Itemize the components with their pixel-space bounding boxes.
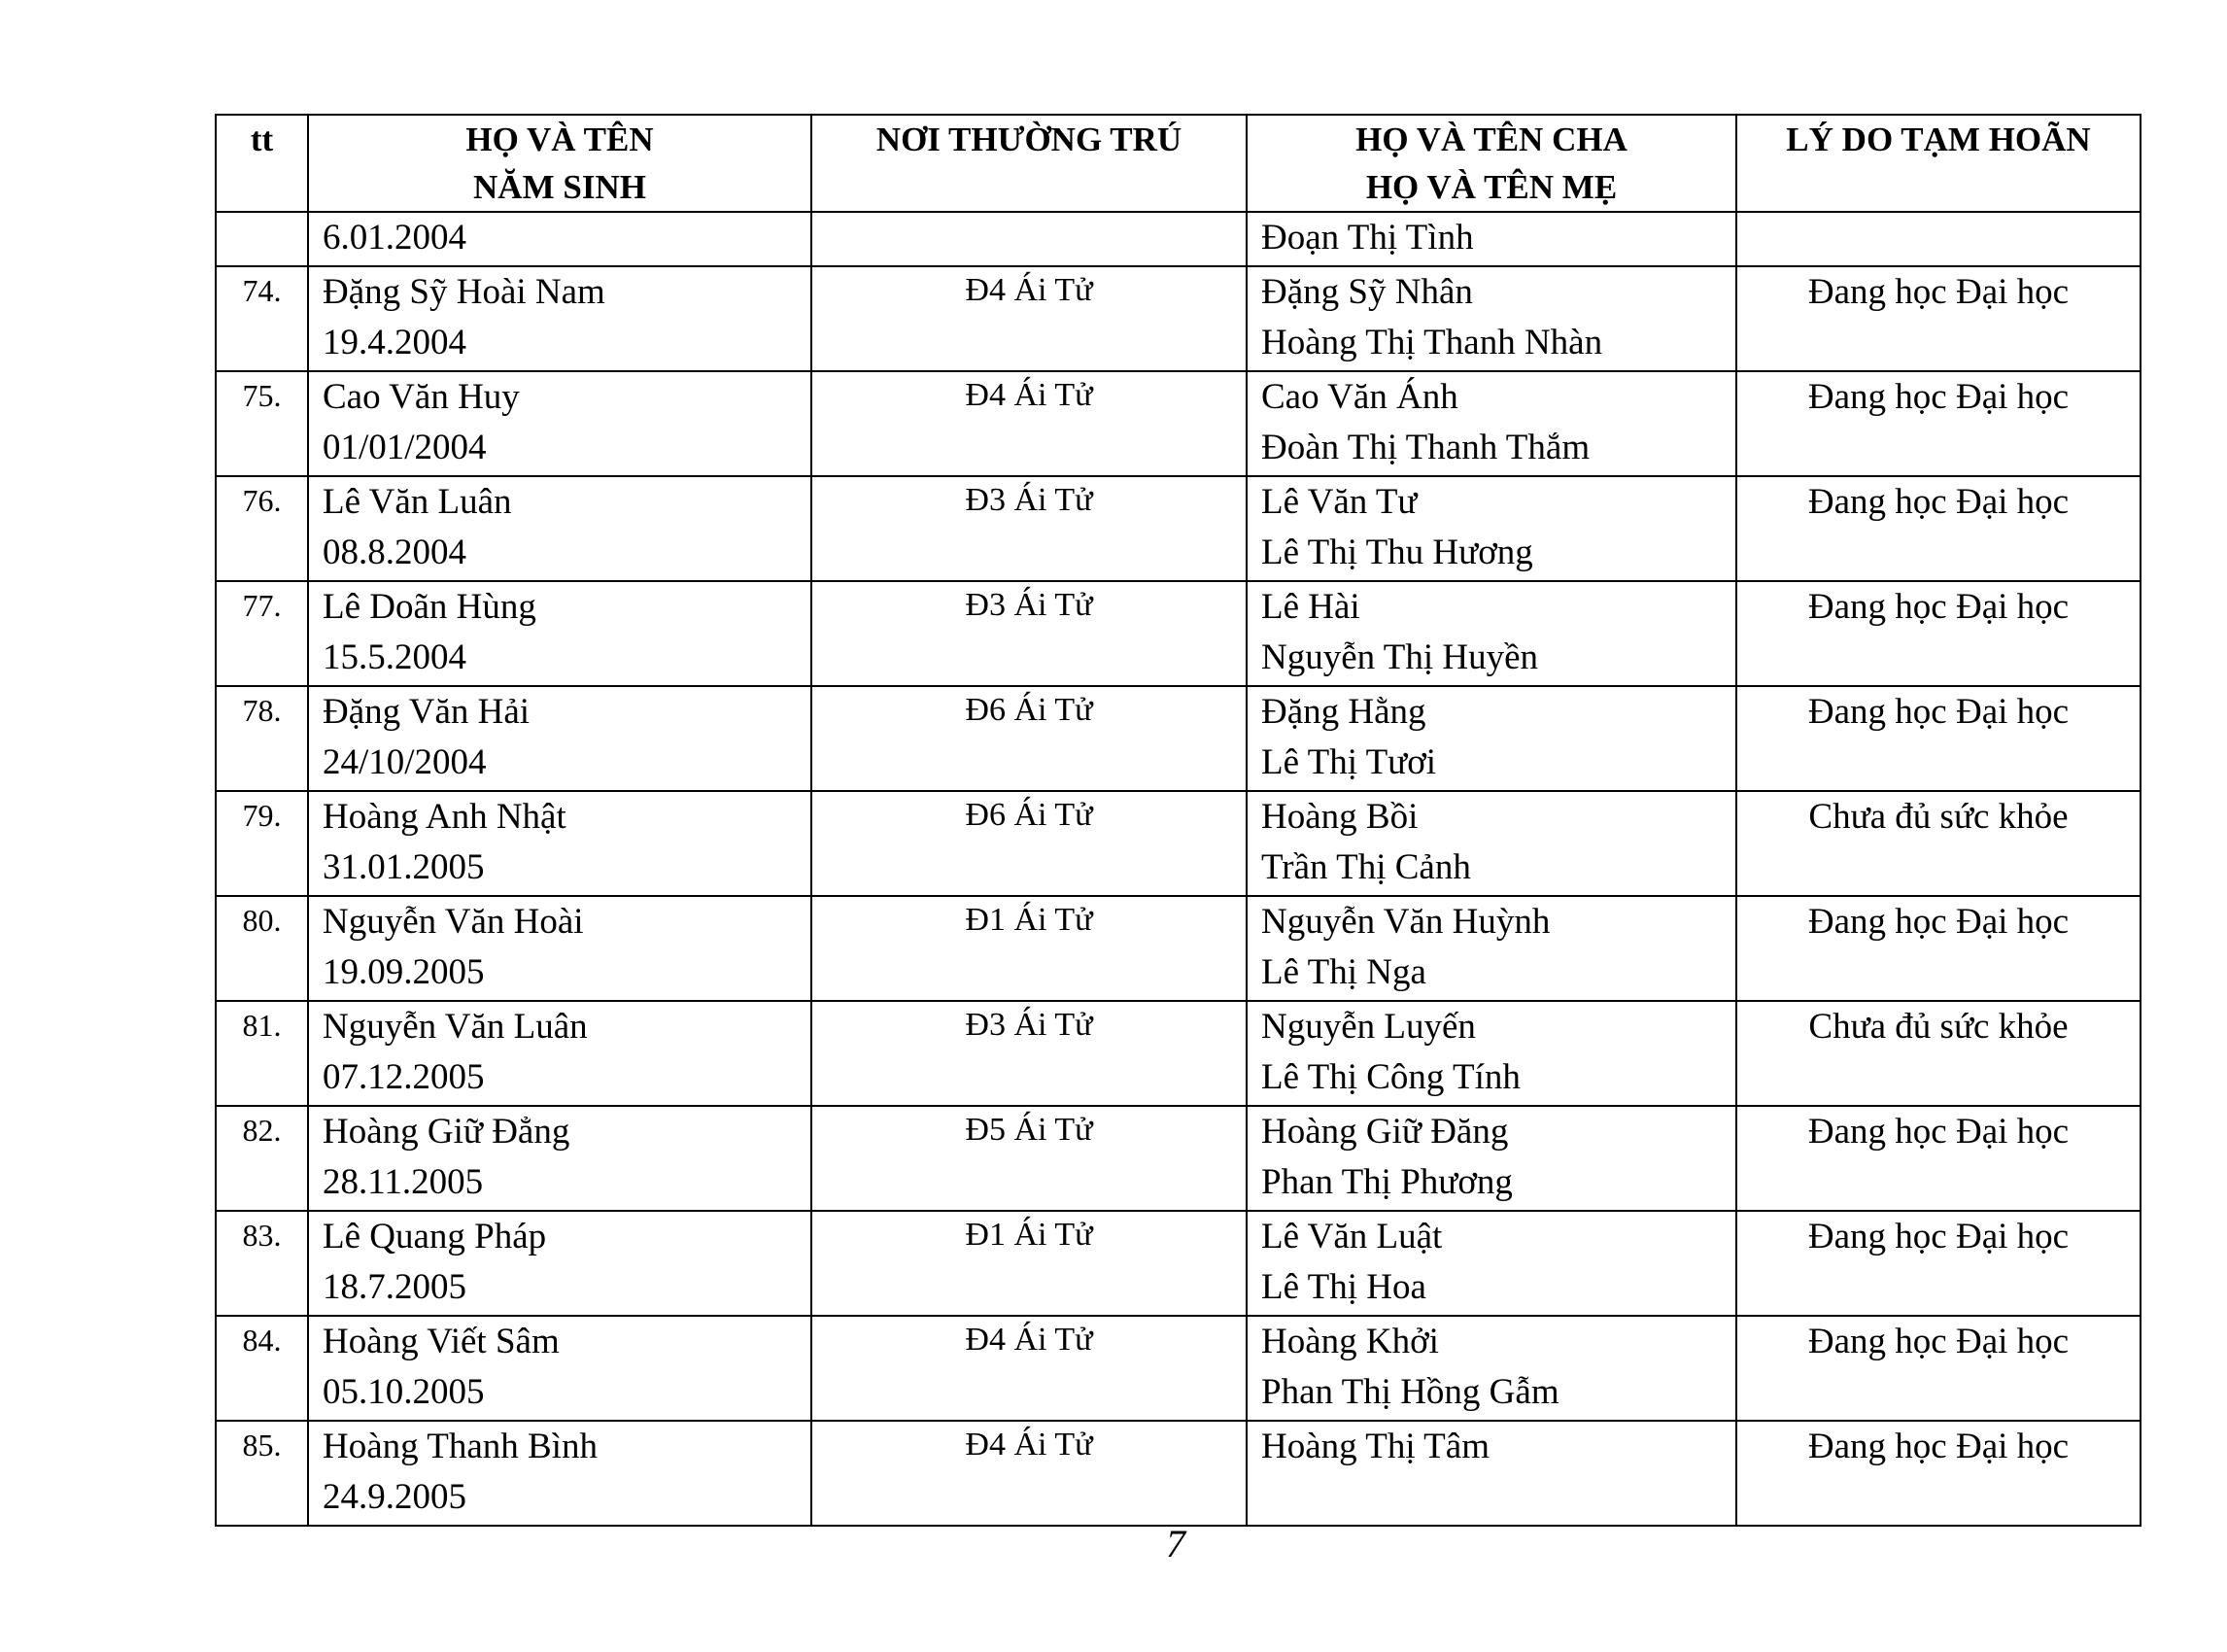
cell-parents <box>1247 371 1736 476</box>
father-name: Cao Văn Ánh <box>1261 377 1458 417</box>
birth-date: 07.12.2005 <box>323 1057 485 1097</box>
person-name: Hoàng Giữ Đẳng <box>323 1112 570 1152</box>
cell-tt: 82. <box>216 1106 308 1211</box>
father-name: Đặng Sỹ Nhân <box>1261 272 1473 312</box>
cell-reason: Chưa đủ sức khỏe <box>1736 791 2141 896</box>
cell-reason: Đang học Đại học <box>1736 1316 2141 1421</box>
cell-name-birth <box>308 1421 811 1526</box>
header-tt: tt <box>216 115 308 212</box>
cell-tt: 74. <box>216 266 308 371</box>
cell-residence: Đ6 Ái Tử <box>811 686 1247 791</box>
cell-reason: Đang học Đại học <box>1736 371 2141 476</box>
cell-parents <box>1247 581 1736 686</box>
father-name: Hoàng Khởi <box>1261 1322 1439 1361</box>
cell-reason: Đang học Đại học <box>1736 581 2141 686</box>
father-name: Đặng Hằng <box>1261 692 1426 732</box>
mother-name: Lê Thị Nga <box>1261 952 1426 992</box>
cell-tt <box>216 212 308 266</box>
table-row <box>216 686 2141 791</box>
person-name: Hoàng Anh Nhật <box>323 797 566 837</box>
cell-reason: Đang học Đại học <box>1736 1421 2141 1526</box>
cell-name-birth <box>308 476 811 581</box>
cell-name-birth <box>308 1211 811 1316</box>
continuation-row <box>216 212 2141 266</box>
cell-name-birth <box>308 896 811 1001</box>
header-name-line2: NĂM SINH <box>473 168 646 206</box>
cell-residence: Đ3 Ái Tử <box>811 1001 1247 1106</box>
father-name: Nguyễn Văn Huỳnh <box>1261 902 1551 942</box>
father-name: Nguyễn Luyến <box>1261 1007 1476 1047</box>
header-name <box>308 115 811 212</box>
cell-reason: Đang học Đại học <box>1736 1106 2141 1211</box>
person-name: Cao Văn Huy <box>323 377 520 417</box>
birth-date: 19.09.2005 <box>323 952 485 992</box>
table-row <box>216 581 2141 686</box>
person-name: Lê Quang Pháp <box>323 1217 547 1256</box>
table-row <box>216 266 2141 371</box>
cell-name-birth <box>308 1316 811 1421</box>
mother-name: Đoàn Thị Thanh Thắm <box>1261 428 1591 467</box>
table-row <box>216 896 2141 1001</box>
cell-residence: Đ4 Ái Tử <box>811 371 1247 476</box>
cell-name-birth <box>308 1001 811 1106</box>
table-row <box>216 371 2141 476</box>
person-name: Nguyễn Văn Hoài <box>323 902 584 942</box>
birth-date: 18.7.2005 <box>323 1267 466 1307</box>
cell-tt: 77. <box>216 581 308 686</box>
cell-tt: 85. <box>216 1421 308 1526</box>
table-row <box>216 1421 2141 1526</box>
cell-tt: 84. <box>216 1316 308 1421</box>
cell-residence: Đ3 Ái Tử <box>811 476 1247 581</box>
father-name: Hoàng Bồi <box>1261 797 1419 837</box>
mother-name: Lê Thị Tươi <box>1261 742 1437 782</box>
cell-parents <box>1247 686 1736 791</box>
birth-date: 31.01.2005 <box>323 847 485 887</box>
cell-residence: Đ5 Ái Tử <box>811 1106 1247 1211</box>
person-name: Đặng Sỹ Hoài Nam <box>323 272 605 312</box>
father-name: Hoàng Thị Tâm <box>1261 1427 1490 1466</box>
birth-date: 24.9.2005 <box>323 1477 466 1517</box>
cell-reason: Đang học Đại học <box>1736 1211 2141 1316</box>
cell-residence: Đ1 Ái Tử <box>811 896 1247 1001</box>
father-name: Lê Văn Tư <box>1261 482 1418 522</box>
cell-name-birth <box>308 791 811 896</box>
cell-residence: Đ6 Ái Tử <box>811 791 1247 896</box>
cell-mother: Đoạn Thị Tình <box>1247 212 1736 266</box>
cell-tt: 78. <box>216 686 308 791</box>
cell-residence: Đ1 Ái Tử <box>811 1211 1247 1316</box>
cell-name-birth <box>308 686 811 791</box>
cell-parents <box>1247 1421 1736 1526</box>
cell-tt: 80. <box>216 896 308 1001</box>
birth-date: 15.5.2004 <box>323 637 466 677</box>
header-residence: NƠI THƯỜNG TRÚ <box>811 115 1247 212</box>
cell-reason: Đang học Đại học <box>1736 476 2141 581</box>
cell-tt: 76. <box>216 476 308 581</box>
cell-tt: 79. <box>216 791 308 896</box>
person-name: Lê Doãn Hùng <box>323 587 536 627</box>
cell-tt: 83. <box>216 1211 308 1316</box>
birth-date: 05.10.2005 <box>323 1372 485 1412</box>
cell-residence <box>811 212 1247 266</box>
cell-residence: Đ4 Ái Tử <box>811 1316 1247 1421</box>
mother-name: Phan Thị Hồng Gẫm <box>1261 1372 1559 1412</box>
person-name: Lê Văn Luân <box>323 482 512 522</box>
mother-name: Trần Thị Cảnh <box>1261 847 1471 887</box>
cell-parents <box>1247 476 1736 581</box>
father-name: Hoàng Giữ Đăng <box>1261 1112 1509 1152</box>
header-reason: LÝ DO TẠM HOÃN <box>1736 115 2141 212</box>
father-name: Lê Văn Luật <box>1261 1217 1443 1256</box>
cell-parents <box>1247 1316 1736 1421</box>
birth-date: 01/01/2004 <box>323 428 487 467</box>
cell-name-birth <box>308 266 811 371</box>
father-name: Lê Hài <box>1261 587 1360 627</box>
cell-parents <box>1247 1001 1736 1106</box>
mother-name: Hoàng Thị Thanh Nhàn <box>1261 323 1603 362</box>
cell-residence: Đ3 Ái Tử <box>811 581 1247 686</box>
cell-reason: Chưa đủ sức khỏe <box>1736 1001 2141 1106</box>
table-row <box>216 1211 2141 1316</box>
birth-date: 19.4.2004 <box>323 323 466 362</box>
cell-reason: Đang học Đại học <box>1736 896 2141 1001</box>
cell-reason: Đang học Đại học <box>1736 266 2141 371</box>
cell-parents <box>1247 1106 1736 1211</box>
table-row <box>216 1316 2141 1421</box>
table-row <box>216 1106 2141 1211</box>
cell-residence: Đ4 Ái Tử <box>811 266 1247 371</box>
person-name: Hoàng Viết Sâm <box>323 1322 560 1361</box>
page-number: 7 <box>1166 1522 1185 1566</box>
cell-parents <box>1247 791 1736 896</box>
table-row <box>216 1001 2141 1106</box>
mother-name: Lê Thị Hoa <box>1261 1267 1426 1307</box>
cell-tt: 75. <box>216 371 308 476</box>
mother-name: Nguyễn Thị Huyền <box>1261 637 1538 677</box>
cell-reason: Đang học Đại học <box>1736 686 2141 791</box>
cell-parents <box>1247 1211 1736 1316</box>
birth-date: 28.11.2005 <box>323 1162 484 1202</box>
mother-name: Lê Thị Công Tính <box>1261 1057 1521 1097</box>
header-parent-line1: HỌ VÀ TÊN CHA <box>1355 120 1627 158</box>
cell-reason <box>1736 212 2141 266</box>
cell-name-birth <box>308 371 811 476</box>
birth-date: 08.8.2004 <box>323 533 466 572</box>
mother-name: Lê Thị Thu Hương <box>1261 533 1533 572</box>
cell-name-birth <box>308 1106 811 1211</box>
cell-parents <box>1247 896 1736 1001</box>
cell-name-birth <box>308 581 811 686</box>
cell-parents <box>1247 266 1736 371</box>
person-name: Hoàng Thanh Bình <box>323 1427 598 1466</box>
table-row <box>216 791 2141 896</box>
table-row <box>216 476 2141 581</box>
person-name: Nguyễn Văn Luân <box>323 1007 588 1047</box>
mother-name: Phan Thị Phương <box>1261 1162 1513 1202</box>
header-name-line1: HỌ VÀ TÊN <box>465 120 654 158</box>
birth-date: 24/10/2004 <box>323 742 487 782</box>
cell-birth: 6.01.2004 <box>308 212 811 266</box>
deferment-table <box>215 114 2141 1527</box>
header-row <box>216 115 2141 212</box>
cell-residence: Đ4 Ái Tử <box>811 1421 1247 1526</box>
person-name: Đặng Văn Hải <box>323 692 531 732</box>
header-parents <box>1247 115 1736 212</box>
cell-tt: 81. <box>216 1001 308 1106</box>
header-parent-line2: HỌ VÀ TÊN MẸ <box>1365 168 1618 206</box>
